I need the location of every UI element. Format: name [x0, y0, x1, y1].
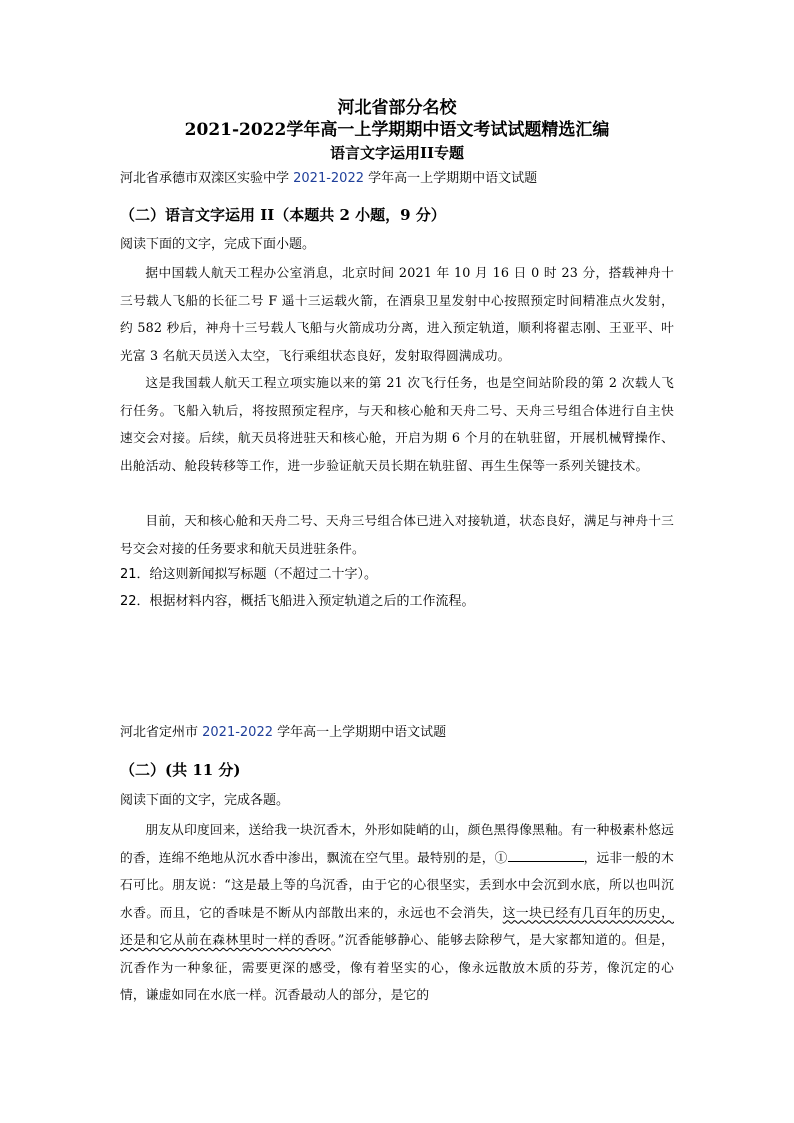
- part2-source: [120, 724, 446, 742]
- answer-blank-1: [508, 849, 584, 862]
- part2-section-heading: （二）(共 11 分): [120, 761, 241, 779]
- part1-paragraph-1: 据中国载人航天工程办公室消息，北京时间 2021 年 10 月 16 日 0 时 23 分，搭载神舟十三号载人飞船的长征二号 F 遥十三运载火箭，在酒泉卫星发射中心按照预定时间精准点火发射，约 582 秒后，神舟十三号载人飞船与火箭成功分离，进入预定轨道，顺利将翟志刚、王亚平、叶光富 3 名航天员送入太空，飞行乘组状态良好，发射取得圆满成功。: [120, 265, 674, 363]
- part1-paragraph-2: 这是我国载人航天工程立项实施以来的第 21 次飞行任务，也是空间站阶段的第 2 次载人飞行任务。飞船入轨后，将按照预定程序，与天和核心舱和天舟二号、天舟三号组合体进行自主快速交会对接。后续，航天员将进驻天和核心舱，开启为期 6 个月的在轨驻留，开展机械臂操作、出舱活动、舱段转移等工作，进一步验证航天员长期在轨驻留、再生生保等一系列关键技术。: [120, 375, 674, 473]
- part1-section-heading: （二）语言文字运用 II（本题共 2 小题，9 分）: [120, 206, 446, 224]
- part1-instruction: 阅读下面的文字，完成下面小题。: [120, 237, 316, 252]
- part2-instruction: 阅读下面的文字，完成各题。: [120, 793, 290, 808]
- part2-source-year: 2021-2022: [202, 725, 273, 740]
- part1-paragraph-3: 目前，天和核心舱和天舟二号、天舟三号组合体已进入对接轨道，状态良好，满足与神舟十三号交会对接的任务要求和航天员进驻条件。: [120, 513, 674, 556]
- document-title-exam: 2021-2022学年高一上学期期中语文考试试题精选汇编: [184, 120, 610, 140]
- part2-source-suffix: 学年高一上学期期中语文试题: [273, 725, 447, 740]
- question-21: 21．给这则新闻拟写标题（不超过二十字）。: [120, 567, 378, 582]
- wavy-underlined-sentence: 这一块已经有几百年的历史，还是和它从前在森林里时一样的香呀: [120, 904, 674, 947]
- document-title-school: 河北省部分名校: [337, 98, 457, 118]
- part2-text-c: 。”沉香能够静心、能够去除秽气，是大家都知道的。但是，沉香作为一种象征，需要更深的感受，像有着坚实的心，像永远散放木质的芬芳，像沉定的心情，谦虚如同在水底一样。沉香最动人的部分，是它的: [120, 932, 674, 1002]
- part2-text-a: 朋友从印度回来，送给我一块沉香木，外形如陡峭的山，颜色黑得像黑釉。有一种极素朴悠远的香，连绵不绝地从沉水香中渗出，飘流在空气里。最特别的是，: [120, 822, 674, 865]
- document-title-topic: 语言文字运用II专题: [329, 144, 465, 162]
- part1-source-suffix: 学年高一上学期期中语文试题: [364, 171, 538, 186]
- part2-source-prefix: 河北省定州市: [120, 725, 203, 740]
- question-22: 22．根据材料内容，概括飞船进入预定轨道之后的工作流程。: [120, 594, 475, 609]
- part1-source-prefix: 河北省承德市双滦区实验中学: [120, 171, 294, 186]
- part2-text-b: ，远非一般的木石可比。朋友说：“这是最上等的乌沉香，由于它的心很坚实，丢到水中会沉到水底，所以也叫沉水香。而且，它的香味是不断从内部散出来的，永远也不会消失，: [120, 849, 674, 920]
- part1-source-year: 2021-2022: [293, 171, 364, 186]
- blank-marker-1: ①: [494, 849, 508, 865]
- part2-paragraph: [120, 816, 674, 1009]
- part1-source: [120, 170, 537, 188]
